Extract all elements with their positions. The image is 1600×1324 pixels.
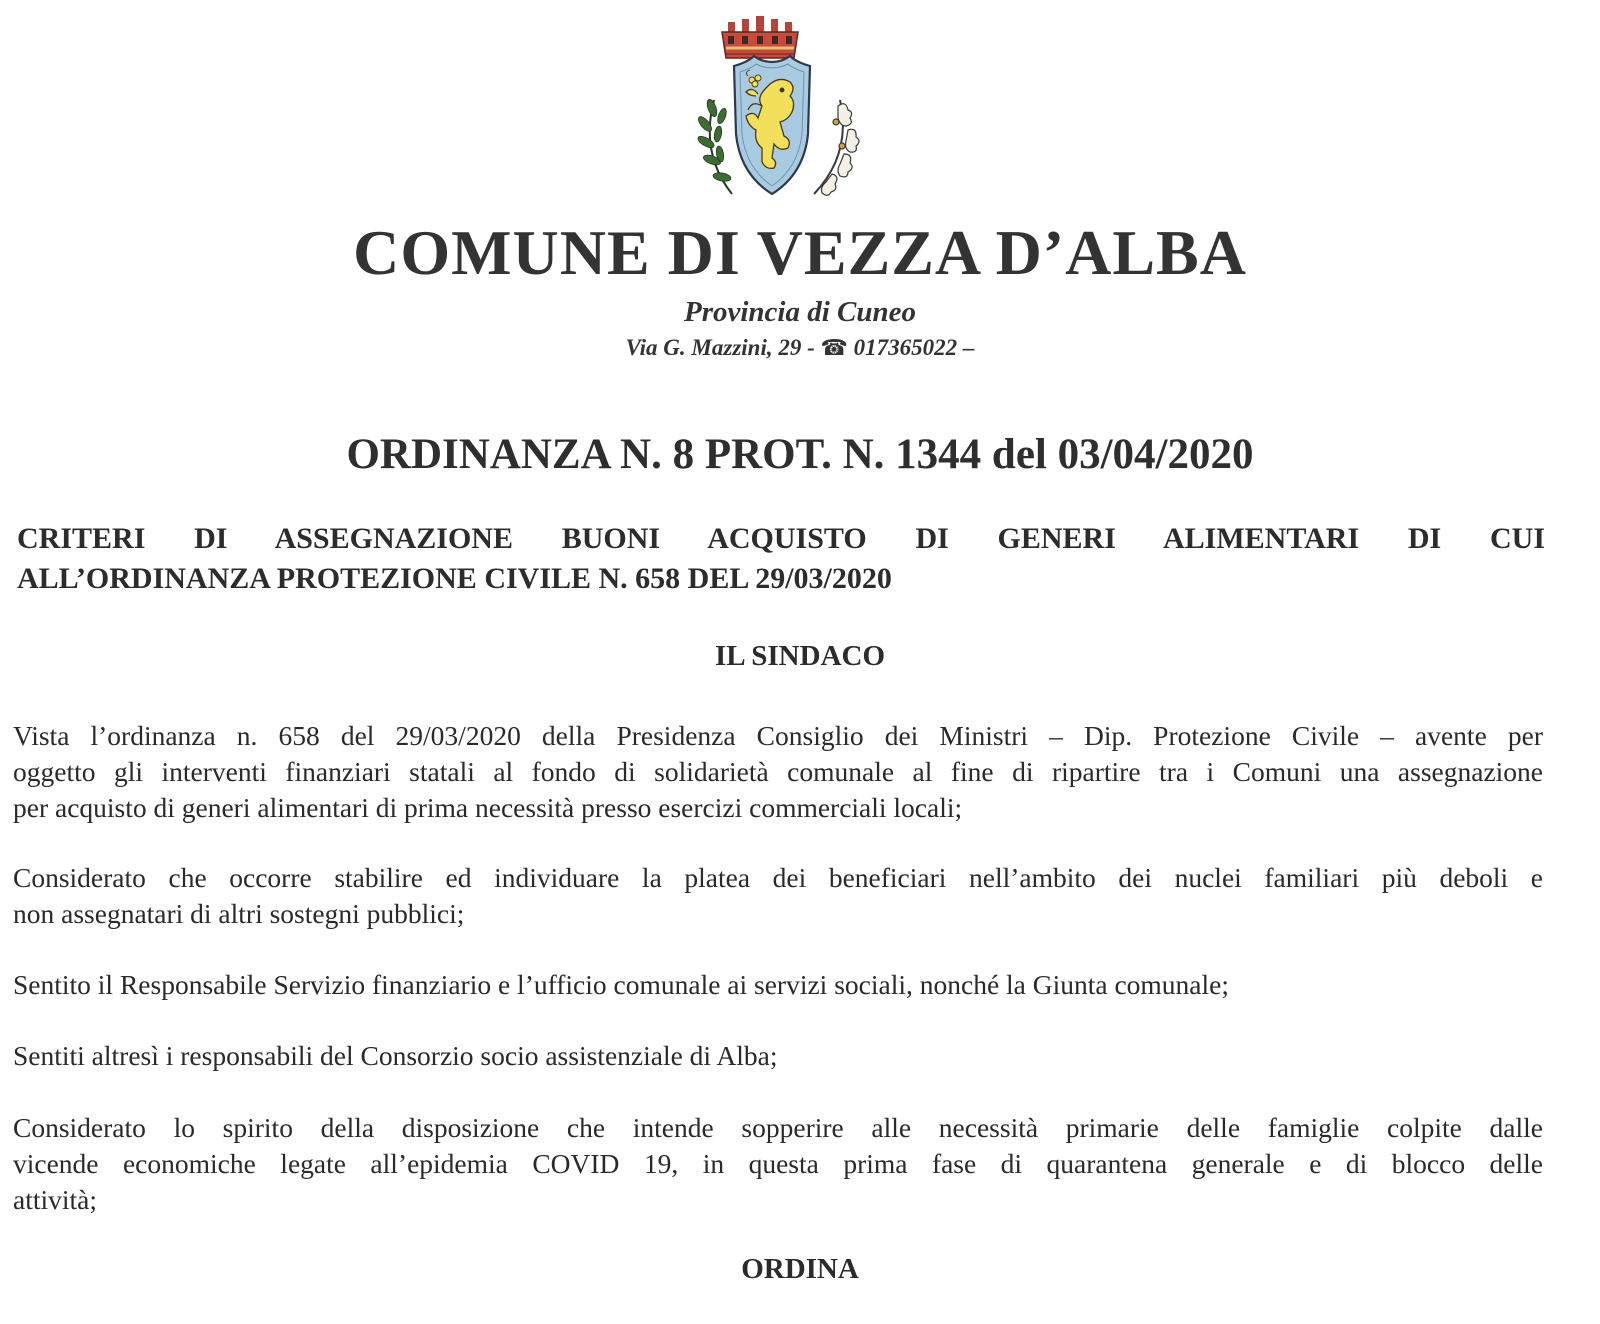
paragraph-line: Vista l’ordinanza n. 658 del 29/03/2020 della Presidenza Consiglio dei Ministri – Dip. Protezione Civile – avente per: [13, 720, 1543, 751]
subject-line: ALL’ORDINANZA PROTEZIONE CIVILE N. 658 DEL 29/03/2020: [17, 562, 892, 595]
paragraph-line: per acquisto di generi alimentari di prima necessità presso esercizi commerciali locali;: [13, 792, 963, 823]
order-heading: ORDINA: [741, 1253, 859, 1285]
paragraph-line: Sentiti altresì i responsabili del Consorzio socio assistenziale di Alba;: [13, 1040, 778, 1071]
address-line: [0, 335, 1600, 361]
paragraph-line: Considerato che occorre stabilire ed individuare la platea dei beneficiari nell’ambito dei nuclei familiari più deboli e: [13, 862, 1543, 893]
paragraph-line: Considerato lo spirito della disposizione che intende sopperire alle necessità primarie delle famiglie colpite dalle: [13, 1112, 1543, 1143]
paragraph-line: attività;: [13, 1184, 98, 1215]
municipality-title: COMUNE DI VEZZA D’ALBA: [353, 217, 1247, 288]
ordinance-heading: ORDINANZA N. 8 PROT. N. 1344 del 03/04/2020: [346, 431, 1254, 478]
paragraph: [13, 967, 1543, 1003]
paragraph: [13, 1110, 1543, 1218]
paragraph-line: non assegnatari di altri sostegni pubblici;: [13, 898, 465, 929]
paragraph-line: oggetto gli interventi finanziari statali al fondo di solidarietà comunale al fine di ripartire tra i Comuni una assegnazione: [13, 756, 1543, 787]
oak-branch-icon: [814, 100, 859, 195]
paragraph: [13, 1038, 1543, 1074]
paragraph-line: Sentito il Responsabile Servizio finanziario e l’ufficio comunale ai servizi sociali, nonché la Giunta comunale;: [13, 969, 1230, 1000]
mural-crown-icon: [722, 16, 798, 58]
address-text: Via G. Mazzini, 29 -: [625, 335, 821, 360]
phone-icon: ☎: [820, 336, 848, 361]
phone-number: 017365022 –: [853, 335, 975, 360]
paragraph-line: vicende economiche legate all’epidemia COVID 19, in questa prima fase di quarantena generale e di blocco delle: [13, 1148, 1543, 1179]
province-subtitle: Provincia di Cuneo: [683, 296, 916, 328]
subject-line: CRITERI DI ASSEGNAZIONE BUONI ACQUISTO DI GENERI ALIMENTARI DI CUI: [17, 522, 1545, 555]
coat-of-arms-emblem: [692, 14, 872, 214]
laurel-branch-icon: [696, 98, 732, 194]
paragraph: [13, 860, 1543, 932]
mayor-heading: IL SINDACO: [714, 640, 886, 672]
paragraph: [13, 718, 1543, 826]
